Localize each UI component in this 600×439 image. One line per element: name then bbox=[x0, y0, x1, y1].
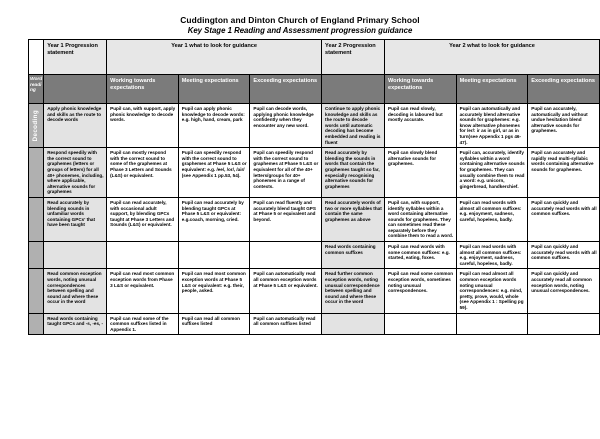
table-header-sub bbox=[29, 75, 600, 104]
cell-y1-exceeding: Pupil can speedily respond with the correct sound to graphemes at Phase 5 L&S or equivalent for all of the 40+ letters/groups for 40+ phonemes in a range of contexts. bbox=[250, 148, 322, 198]
cell-y2-meeting: Pupil can automatically and accurately blend alternative sounds for graphemes: e.g. know alternative phonemes for /er/: ir as in girl, ur as in turn(see Appendix 1 pgs 46-47). bbox=[456, 104, 528, 148]
table-row bbox=[29, 197, 600, 241]
cell-y1-exceeding: Pupil can automatically read all common exception words at Phase 5 L&S or equivalent. bbox=[250, 269, 322, 313]
page-title: Cuddington and Dinton Church of England Primary School bbox=[180, 15, 420, 25]
cell-y1-exceeding: Pupil can automatically read all common suffixes listed bbox=[250, 313, 322, 335]
cell-y2-exceeding: Pupil can quickly and accurately read words with all common suffixes. bbox=[528, 242, 600, 269]
cell-y1-statement: Apply phonic knowledge and skills as the route to decode words bbox=[44, 104, 107, 148]
cell-y2-working-towards: Pupil can slowly blend alternative sounds for graphemes. bbox=[385, 148, 457, 198]
header-year1-statement-sub bbox=[44, 75, 107, 104]
cell-y1-meeting bbox=[178, 242, 250, 269]
side-spacer bbox=[29, 269, 44, 313]
cell-y2-statement: Read accurately by blending the sounds in words that contain the graphemes taught so far, especially recognising alternative sounds for graphemes bbox=[322, 148, 385, 198]
cell-y2-exceeding bbox=[528, 313, 600, 335]
cell-y1-working-towards: Pupil can mostly respond with the correct sound to some of the graphemes at Phase 3 Letters and Sounds (L&S) or equivalent. bbox=[107, 148, 179, 198]
header-year2-statement: Year 2 Progression statement bbox=[322, 40, 385, 75]
cell-y2-working-towards: Pupil can, with support, identify syllables within a word containing alternative sounds for graphemes. They can sometimes read these separately before they combine them to read a word. bbox=[385, 197, 457, 241]
table-row bbox=[29, 269, 600, 313]
table-row bbox=[29, 104, 600, 148]
cell-y1-meeting: Pupil can speedily respond with the correct sound to graphemes at Phase 5 L&S or equivalent: e.g. /ee/, /or/, /air/ (see Appendix 1 pp.53, 54). bbox=[178, 148, 250, 198]
side-label-decoding bbox=[29, 104, 44, 148]
cell-y1-meeting: Pupil can read all common suffixes listed bbox=[178, 313, 250, 335]
cell-y2-exceeding: Pupil can accurately, automatically and without undue hesitation blend alternative sounds for graphemes. bbox=[528, 104, 600, 148]
cell-y2-statement: Read words containing common suffixes bbox=[322, 242, 385, 269]
cell-y1-exceeding: Pupil can decode words, applying phonic knowledge confidently when they encounter any new word. bbox=[250, 104, 322, 148]
header-year2-meeting: Meeting expectations bbox=[456, 75, 528, 104]
side-spacer bbox=[29, 313, 44, 335]
cell-y2-meeting bbox=[456, 313, 528, 335]
cell-y1-working-towards: Pupil can, with support, apply phonic knowledge to decode words. bbox=[107, 104, 179, 148]
header-year1-guidance: Year 1 what to look for guidance bbox=[107, 40, 322, 75]
header-year1-statement: Year 1 Progression statement bbox=[44, 40, 107, 75]
header-year2-guidance: Year 2 what to look for guidance bbox=[385, 40, 600, 75]
cell-y2-exceeding: Pupil can quickly and accurately read words with all common suffixes. bbox=[528, 197, 600, 241]
side-label-decoding-text: Decoding bbox=[32, 109, 40, 142]
side-spacer bbox=[29, 242, 44, 269]
cell-y1-meeting: Pupil can read most common exception words at Phase 5 L&S or equivalent: e.g. their, people, asked. bbox=[178, 269, 250, 313]
header-word-reading-label: Word reading bbox=[29, 75, 44, 104]
cell-y2-working-towards bbox=[385, 313, 457, 335]
table-header-top bbox=[29, 40, 600, 75]
header-year1-working-towards: Working towards expectations bbox=[107, 75, 179, 104]
cell-y2-statement: Read further common exception words, noting unusual correspondence between spelling and sound and where these occur in the word bbox=[322, 269, 385, 313]
table-row bbox=[29, 242, 600, 269]
page-subtitle: Key Stage 1 Reading and Assessment progression guidance bbox=[187, 26, 413, 35]
side-spacer bbox=[29, 197, 44, 241]
cell-y2-meeting: Pupil can read almost all common exception words noting unusual correspondences: e.g. mind, pretty, prove, would, whole (see Appendix 1 : Spelling pg 59). bbox=[456, 269, 528, 313]
cell-y1-working-towards: Pupil can read most common exception words from Phase 3 L&S or equivalent. bbox=[107, 269, 179, 313]
cell-y2-working-towards: Pupil can read words with some common suffixes: e.g. started, eating, foxes. bbox=[385, 242, 457, 269]
document-page bbox=[0, 15, 600, 439]
cell-y1-statement bbox=[44, 242, 107, 269]
cell-y1-working-towards bbox=[107, 242, 179, 269]
cell-y1-statement: Read common exception words, noting unusual correspondences between spelling and sound and where these occur in the word bbox=[44, 269, 107, 313]
cell-y1-statement: Read words containing taught GPCs and -s, -es, - bbox=[44, 313, 107, 335]
header-year1-meeting: Meeting expectations bbox=[178, 75, 250, 104]
cell-y1-meeting: Pupil can read accurately by blending taught GPCs at Phase 5 L&S or equivalent: e.g.coach, morning, cried. bbox=[178, 197, 250, 241]
table-row bbox=[29, 313, 600, 335]
cell-y1-working-towards: Pupil can read some of the common suffixes listed in Appendix 1. bbox=[107, 313, 179, 335]
header-year2-working-towards: Working towards expectations bbox=[385, 75, 457, 104]
cell-y2-meeting: Pupil can read words with almost all common suffixes: e.g. enjoyment, sadness, careful, hopeless, badly. bbox=[456, 197, 528, 241]
cell-y2-exceeding: Pupil can accurately and rapidly read multi-syllabic words containing alternative sounds for graphemes. bbox=[528, 148, 600, 198]
side-spacer bbox=[29, 148, 44, 198]
cell-y2-statement: Continue to apply phonic knowledge and skills as the route to decode words until automatic decoding has become embedded and reading is fluent bbox=[322, 104, 385, 148]
cell-y2-meeting: Pupil can, accurately, identify syllables within a word containing alternative sounds for graphemes. They can usually combine them to read a word: e.g. unicorn, gingerbread, handkerchief. bbox=[456, 148, 528, 198]
cell-y1-statement: Respond speedily with the correct sound to graphemes (letters or groups of letters) for all 40+ phonemes, including, where applicable, alternative sounds for graphemes bbox=[44, 148, 107, 198]
cell-y2-working-towards: Pupil can read slowly, decoding is laboured but mostly accurate. bbox=[385, 104, 457, 148]
header-year1-exceeding: Exceeding expectations bbox=[250, 75, 322, 104]
table-row bbox=[29, 148, 600, 198]
cell-y2-statement bbox=[322, 313, 385, 335]
cell-y1-working-towards: Pupil can read accurately, with occasional adult support, by blending GPCs taught at Phase 3 Letters and Sounds (L&S) or equivalent. bbox=[107, 197, 179, 241]
cell-y2-statement: Read accurately words of two or more syllables that contain the same graphemes as above bbox=[322, 197, 385, 241]
cell-y1-exceeding: Pupil can read fluently and accurately blend taught GPS at Phase 5 or equivalent and beyond. bbox=[250, 197, 322, 241]
cell-y2-working-towards: Pupil can read some common exception words, sometimes noting unusual correspondences. bbox=[385, 269, 457, 313]
progression-guidance-table bbox=[28, 39, 600, 335]
cell-y1-exceeding bbox=[250, 242, 322, 269]
header-year2-statement-sub bbox=[322, 75, 385, 104]
cell-y2-exceeding: Pupil can quickly and accurately read all common exception words, noting unusual correspondences. bbox=[528, 269, 600, 313]
cell-y1-meeting: Pupil can apply phonic knowledge to decode words: e.g. high, hand, cream, park bbox=[178, 104, 250, 148]
cell-y2-meeting: Pupil can read words with almost all common suffixes: e.g. enjoyment, sadness, careful, hopeless, badly. bbox=[456, 242, 528, 269]
header-corner-cell bbox=[29, 40, 44, 75]
cell-y1-statement: Read accurately by blending sounds in unfamiliar words containing GPCs' that have been taught bbox=[44, 197, 107, 241]
header-year2-exceeding: Exceeding expectations bbox=[528, 75, 600, 104]
